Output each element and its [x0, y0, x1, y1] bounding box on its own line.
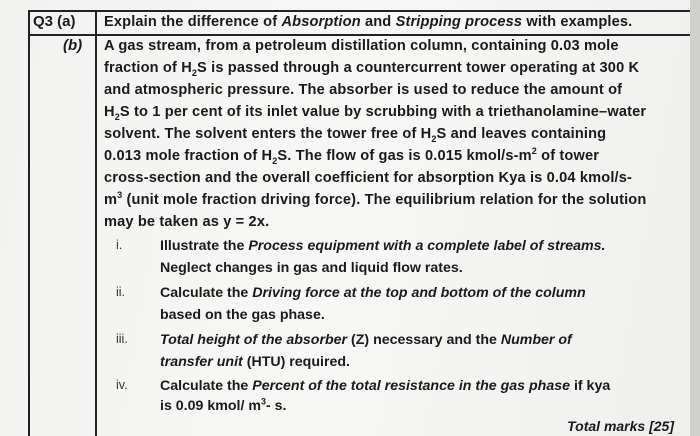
question-number: Q3 (a)	[33, 13, 76, 30]
column-divider	[95, 10, 97, 436]
subpart-i-line-2: Neglect changes in gas and liquid flow rates.	[160, 260, 463, 276]
part-b-line-2: fraction of $H_2S$ is passed through a countercurrent tower operating at 300 K	[104, 60, 640, 78]
subpart-iv-line-1: Calculate the Percent of the total resistance in the gas phase if kya	[160, 378, 611, 394]
part-b-line-6: 0.013 mole fraction of $H_2S$. The flow of gas is 0.015 kmol/$s-m^2$ of tower	[104, 146, 600, 166]
part-a-text: Explain the difference of Absorption and Stripping process with examples.	[104, 14, 633, 30]
part-b-label: (b)	[63, 37, 83, 54]
page-edge	[690, 0, 700, 436]
part-b-line-3: and atmospheric pressure. The absorber is used to reduce the amount of	[104, 82, 623, 98]
subpart-ii-line-1: Calculate the Driving force at the top and bottom of the column	[160, 285, 586, 301]
part-b-line-4: $H_2S$ to 1 per cent of its inlet value by scrubbing with a triethanolamine–water	[104, 104, 647, 122]
subpart-iii-line-2: transfer unit (HTU) required.	[160, 354, 350, 370]
subpart-iv-line-2: is 0.09 kmol/ $m^3-$ s.	[160, 396, 287, 414]
row-divider	[28, 34, 690, 36]
table-top-border	[28, 10, 690, 12]
subpart-i-numeral: i.	[116, 238, 123, 252]
part-b-line-7: cross-section and the overall coefficient for absorption Kya is 0.04 kmol/s-	[104, 170, 633, 186]
subpart-iii-line-1: Total height of the absorber (Z) necessary and the Number of	[160, 332, 572, 348]
subpart-ii-numeral: ii.	[116, 285, 126, 299]
subpart-iii-numeral: iii.	[116, 332, 128, 346]
subpart-iv-numeral: iv.	[116, 378, 128, 392]
part-b-line-1: A gas stream, from a petroleum distillation column, containing 0.03 mole	[104, 38, 619, 54]
table-left-border	[28, 10, 30, 436]
subpart-ii-line-2: based on the gas phase.	[160, 307, 325, 323]
part-b-line-8: $m^3$ (unit mole fraction driving force). The equilibrium relation for the solution	[104, 190, 647, 208]
subpart-i-line-1: Illustrate the Process equipment with a complete label of streams.	[160, 238, 606, 254]
part-b-line-9: may be taken as y = 2x.	[104, 214, 270, 230]
total-marks: Total marks [25]	[567, 418, 674, 434]
part-b-line-5: solvent. The solvent enters the tower free of $H_2S$ and leaves containing	[104, 126, 607, 144]
